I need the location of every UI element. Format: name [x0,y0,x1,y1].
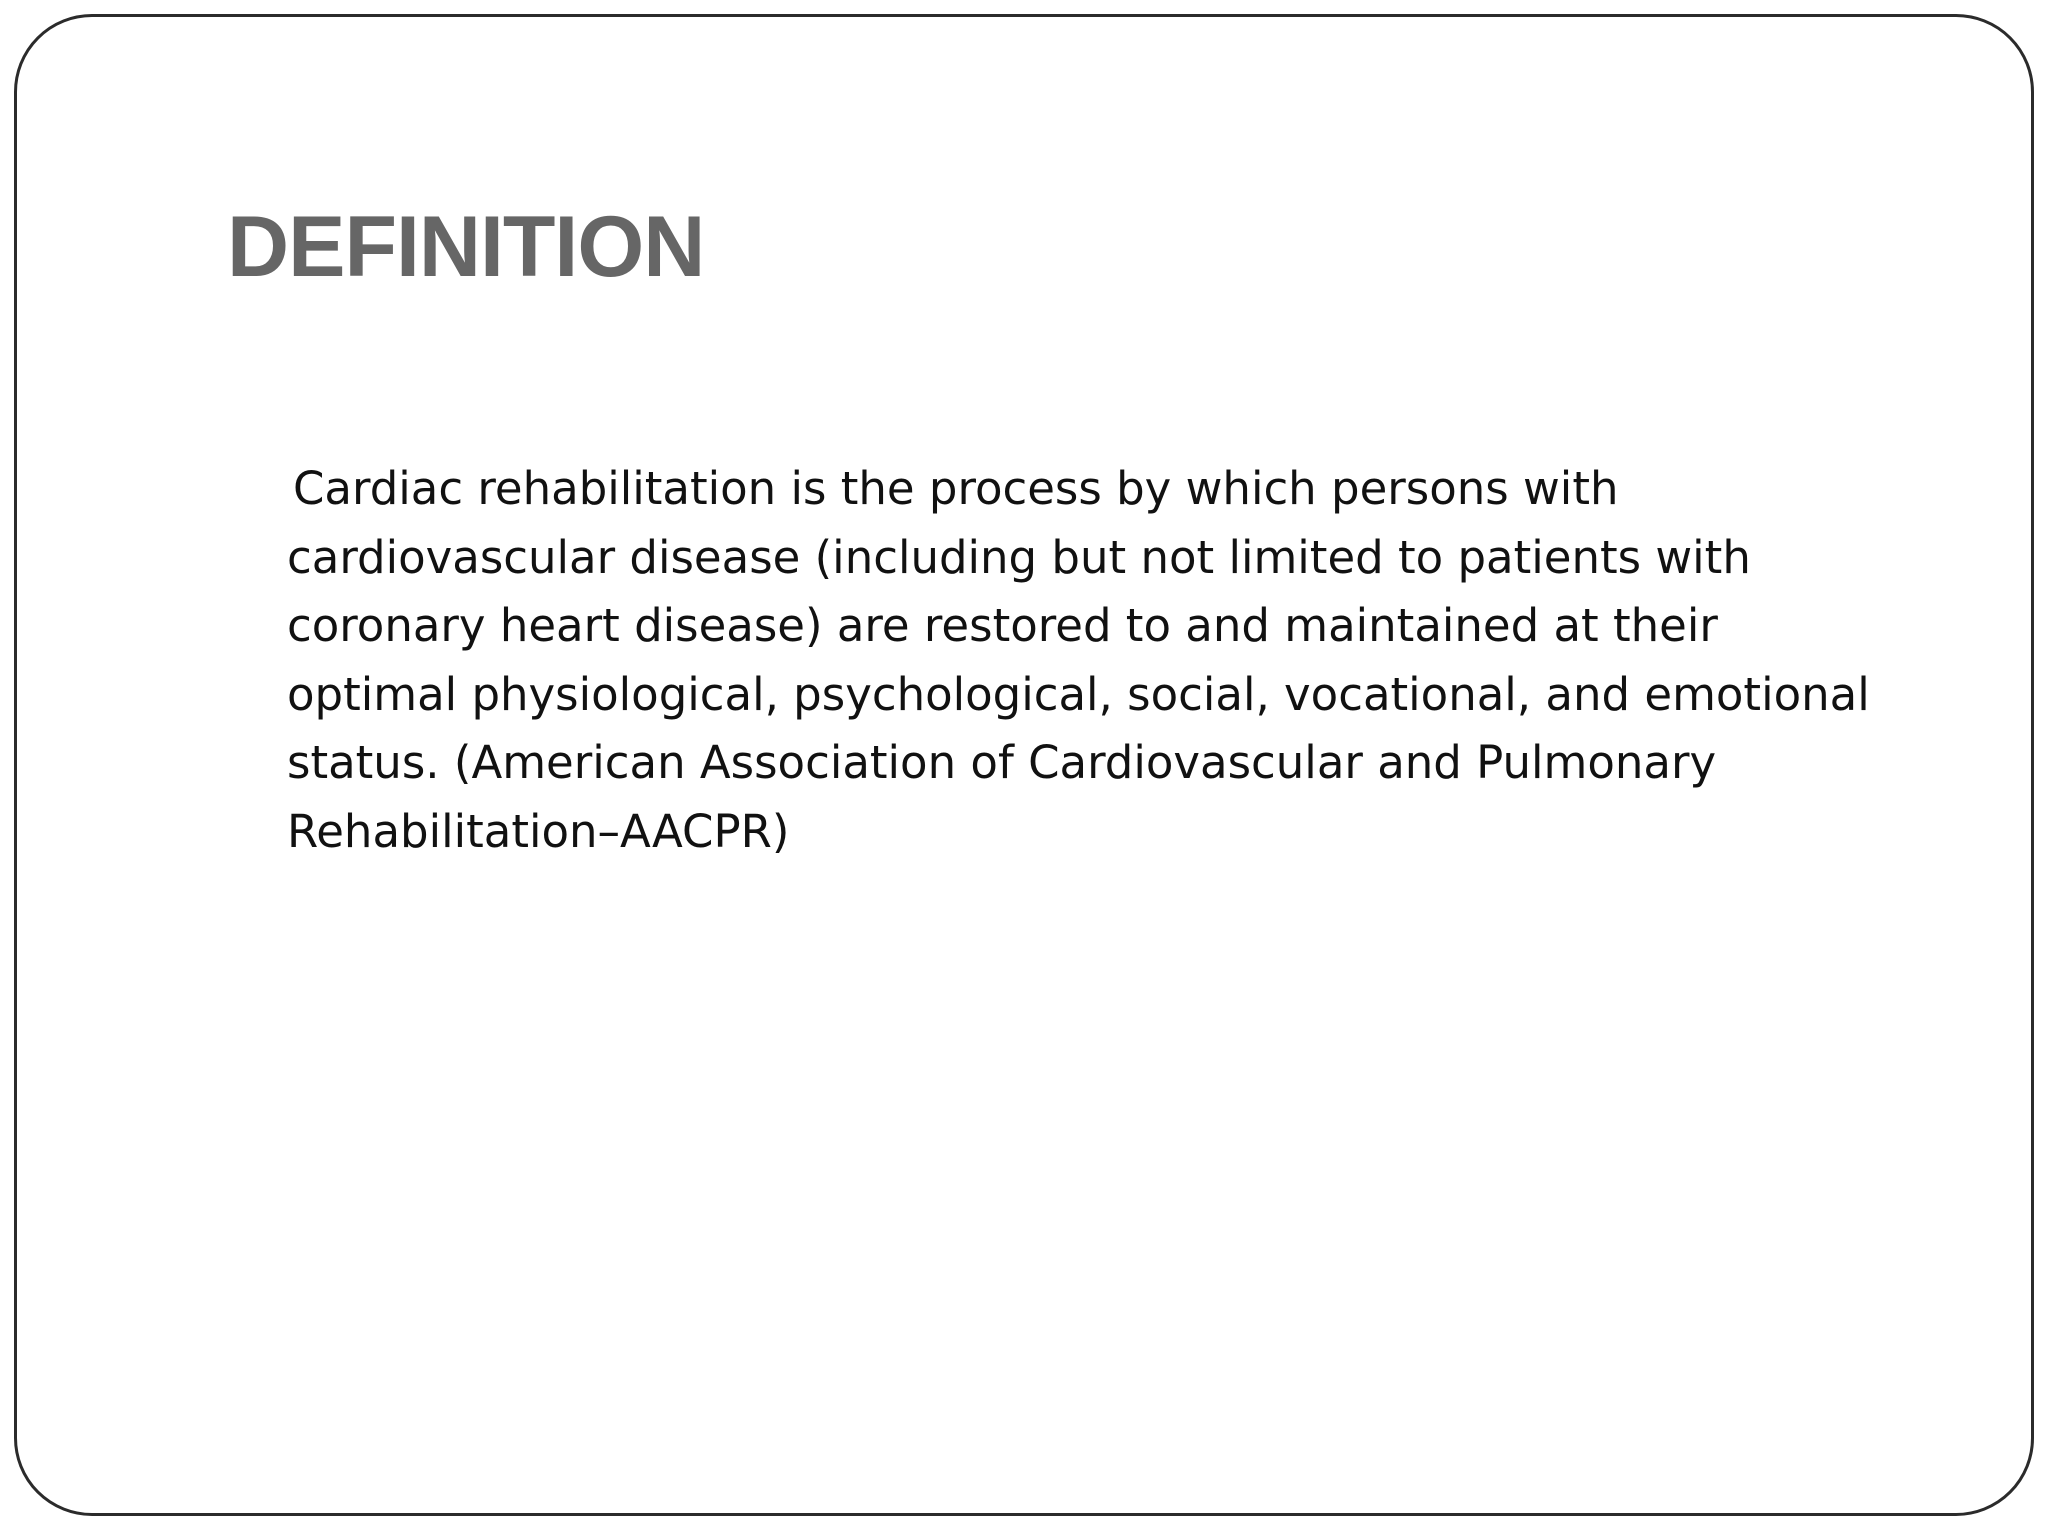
definition-line: coronary heart disease) are restored to and maintained at their [287,599,1718,652]
definition-line: cardiovascular disease (including but not limited to patients with [287,530,1751,584]
slide-title: DEFINITION [227,199,705,295]
definition-line: optimal physiological, psychological, social, vocational, and emotional [287,667,1870,721]
definition-line: status. (American Association of Cardiovascular and Pulmonary [287,736,1717,789]
slide [14,14,2034,1516]
definition-line: Cardiac rehabilitation is the process by which persons with [293,462,1619,515]
definition-line: Rehabilitation–AACPR) [287,804,790,858]
definition-text [287,455,1927,866]
